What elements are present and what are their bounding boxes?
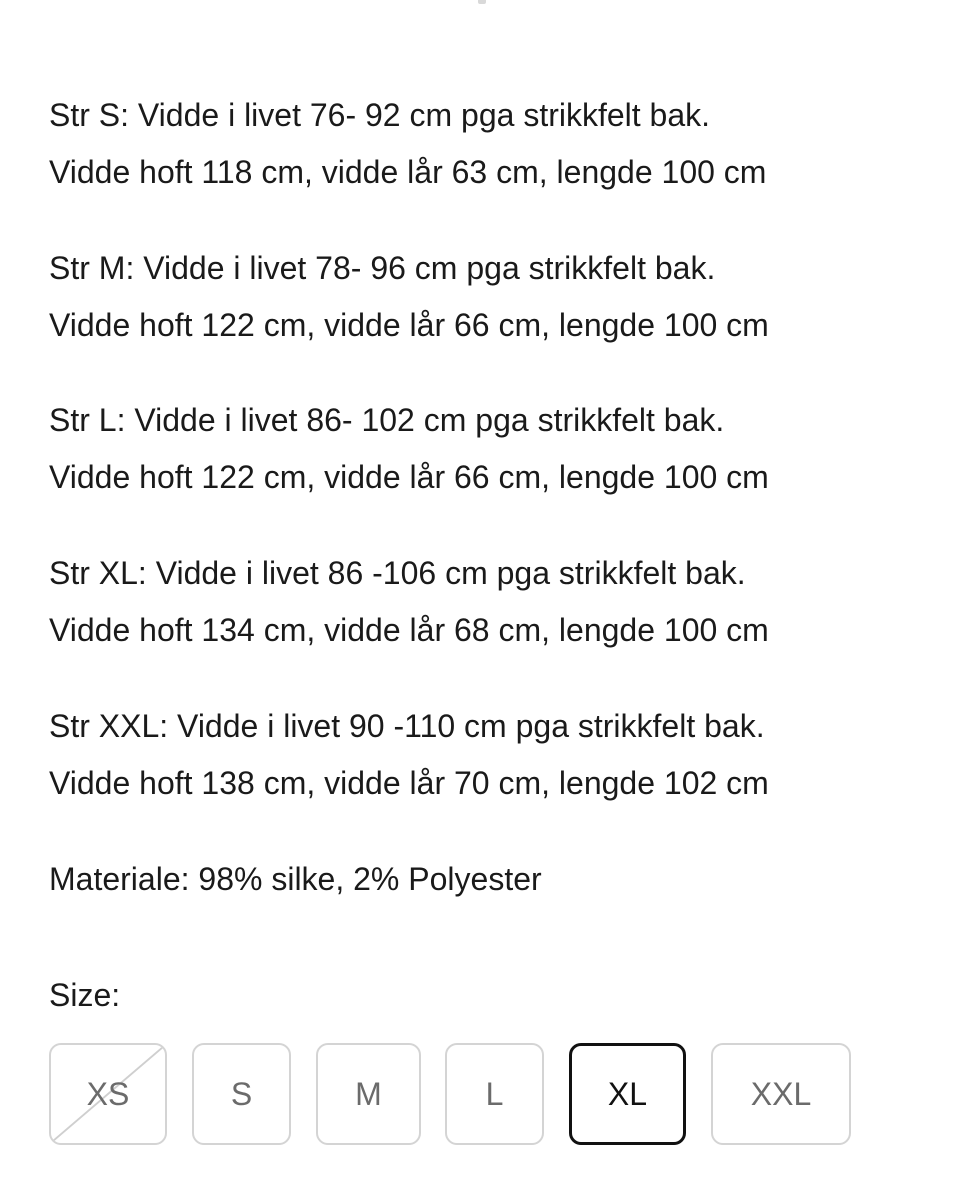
size-spec-xxl [49, 698, 939, 812]
size-option-xxl[interactable] [711, 1043, 851, 1145]
spec-line-measurements: Vidde hoft 122 cm, vidde lår 66 cm, lengde 100 cm [49, 307, 769, 343]
size-spec-xl [49, 545, 939, 659]
size-option-l[interactable] [445, 1043, 544, 1145]
size-label: Size: [49, 977, 121, 1013]
spec-line-waist: Str XL: Vidde i livet 86 -106 cm pga strikkfelt bak. [49, 555, 746, 591]
size-option-s[interactable] [192, 1043, 291, 1145]
size-spec-l [49, 392, 939, 506]
size-option-label: XS [86, 1075, 130, 1112]
size-option-label: XL [607, 1075, 648, 1112]
size-option-label: XXL [750, 1075, 812, 1112]
spec-line-measurements: Vidde hoft 134 cm, vidde lår 68 cm, lengde 100 cm [49, 612, 769, 648]
spec-line-waist: Str M: Vidde i livet 78- 96 cm pga strikkfelt bak. [49, 250, 716, 286]
spec-line-measurements: Vidde hoft 122 cm, vidde lår 66 cm, lengde 100 cm [49, 459, 769, 495]
spec-line-measurements: Vidde hoft 138 cm, vidde lår 70 cm, lengde 102 cm [49, 765, 769, 801]
top-edge-mark [478, 0, 486, 4]
size-option-xl[interactable] [569, 1043, 686, 1145]
size-option-label: S [230, 1075, 253, 1112]
size-option-label: L [485, 1075, 504, 1112]
spec-line-measurements: Vidde hoft 118 cm, vidde lår 63 cm, lengde 100 cm [49, 154, 767, 190]
materials-text: Materiale: 98% silke, 2% Polyester [49, 861, 542, 897]
spec-line-waist: Str L: Vidde i livet 86- 102 cm pga strikkfelt bak. [49, 402, 725, 438]
size-option-label: M [355, 1075, 382, 1112]
size-option-m[interactable] [316, 1043, 421, 1145]
size-spec-m [49, 240, 939, 354]
size-spec-s [49, 87, 939, 201]
size-option-xs[interactable] [49, 1043, 167, 1145]
spec-line-waist: Str S: Vidde i livet 76- 92 cm pga strikkfelt bak. [49, 97, 711, 133]
spec-line-waist: Str XXL: Vidde i livet 90 -110 cm pga strikkfelt bak. [49, 708, 765, 744]
